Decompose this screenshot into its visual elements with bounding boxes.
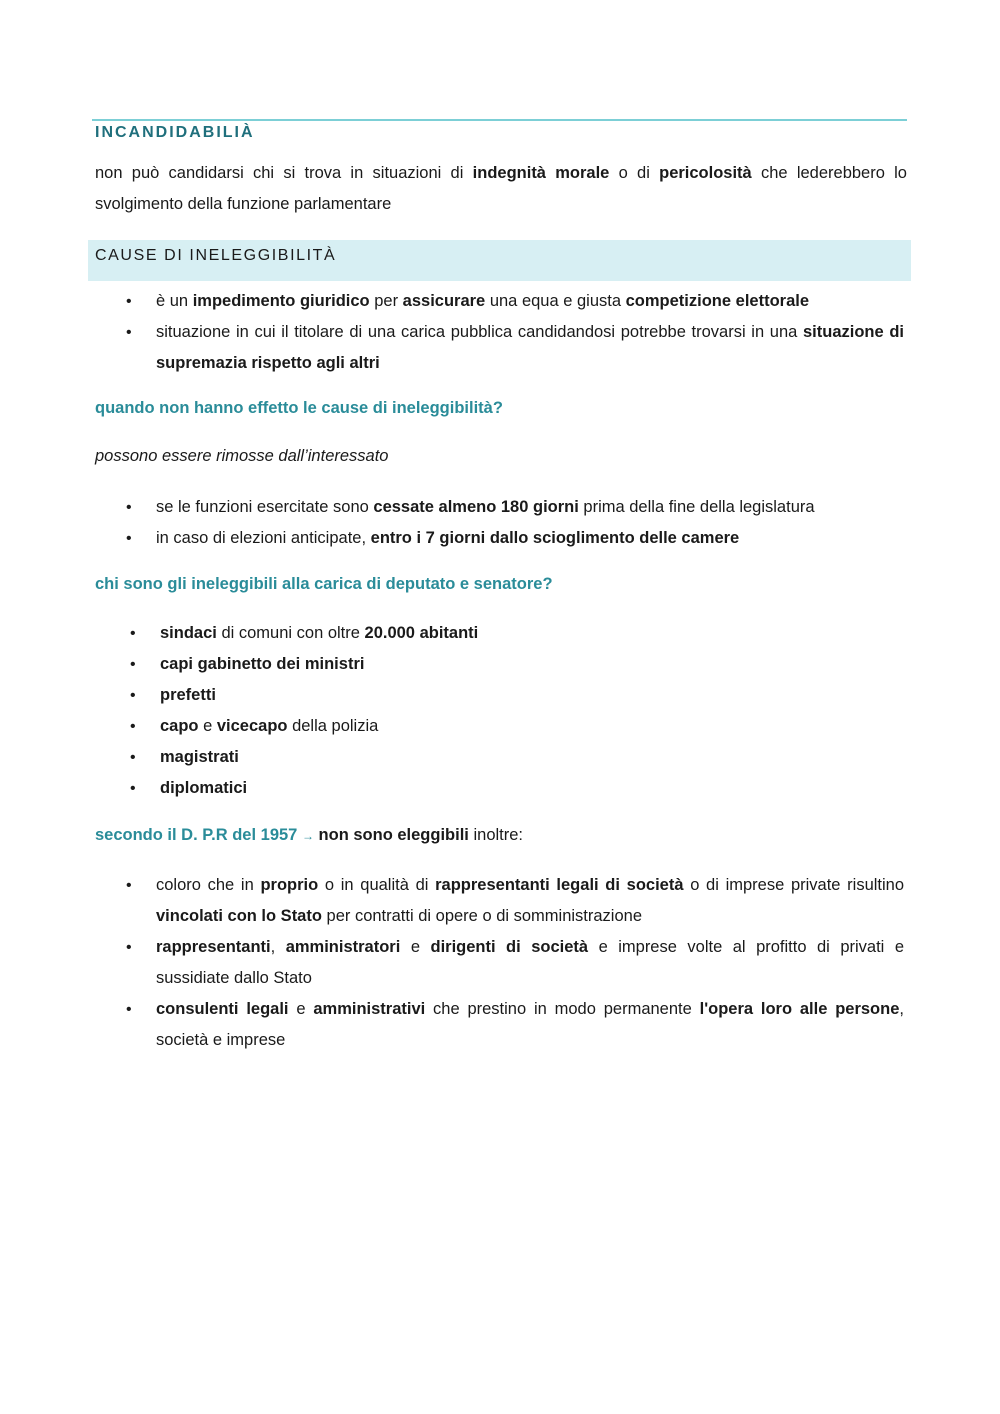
- section-top-rule: [92, 119, 907, 121]
- bold-text: l'opera loro alle persone: [699, 1000, 900, 1018]
- dpr-tail: inoltre:: [468, 826, 523, 844]
- bullet-icon: •: [126, 499, 132, 516]
- list-item: [130, 618, 860, 649]
- list-item: [130, 711, 860, 742]
- bold-text: entro i 7 giorni dallo scioglimento delle camere: [370, 529, 740, 547]
- list-item: [130, 680, 860, 711]
- ineleggibili-bullet-list: [130, 618, 860, 804]
- intro-paragraph: [95, 158, 907, 220]
- bold-text: amministrativi: [313, 1000, 426, 1018]
- bullet-icon: •: [130, 749, 136, 766]
- list-item: [126, 994, 904, 1056]
- text-run: ,: [270, 938, 286, 956]
- bold-text: sindaci: [160, 624, 217, 642]
- list-item: [126, 286, 904, 317]
- text-run: o di: [609, 164, 660, 182]
- bold-text: prefetti: [160, 686, 216, 704]
- bullet-icon: •: [130, 718, 136, 735]
- text-run: situazione in cui il titolare di una carica pubblica candidandosi potrebbe trovarsi in una: [156, 323, 803, 341]
- text-run: è un: [156, 292, 193, 310]
- text-run: o di imprese private risultino: [683, 876, 905, 894]
- text-run: che prestino in modo permanente: [425, 1000, 700, 1018]
- bold-text: pericolosità: [659, 164, 752, 182]
- bold-text: diplomatici: [160, 779, 248, 797]
- text-run: coloro che in: [156, 876, 261, 894]
- text-run: una equa e giusta: [485, 292, 626, 310]
- bullet-icon: •: [130, 780, 136, 797]
- list-item: [126, 317, 904, 379]
- bold-text: rappresentanti legali di società: [435, 876, 684, 894]
- text-run: di comuni con oltre: [216, 624, 365, 642]
- dpr-bold: non sono eleggibili: [318, 826, 469, 844]
- bold-text: capi gabinetto dei ministri: [160, 655, 365, 673]
- bold-text: consulenti legali: [156, 1000, 289, 1018]
- text-run: non può candidarsi chi si trova in situazioni di: [95, 164, 473, 182]
- list-item: [126, 932, 904, 994]
- dpr-lead: secondo il D. P.R del 1957: [95, 826, 298, 844]
- question-heading-ineleggibili: chi sono gli ineleggibili alla carica di deputato e senatore?: [95, 575, 553, 593]
- bold-text: amministratori: [285, 938, 401, 956]
- list-item: [126, 492, 916, 523]
- list-item: [130, 773, 860, 804]
- section-title-incandidabilita: INCANDIDABILIÀ: [95, 124, 255, 141]
- bullet-icon: •: [126, 293, 132, 310]
- cause-bullet-list: [126, 286, 904, 379]
- text-run: o in qualità di: [318, 876, 436, 894]
- text-run: della polizia: [287, 717, 379, 735]
- text-run: che lederebbero lo svolgimento della funzione parlamentare: [95, 164, 907, 213]
- bold-text: dirigenti di società: [430, 938, 589, 956]
- bold-text: rappresentanti: [156, 938, 271, 956]
- bullet-icon: •: [130, 656, 136, 673]
- text-run: prima della fine della legislatura: [578, 498, 815, 516]
- bullet-icon: •: [126, 877, 132, 894]
- bullet-icon: •: [126, 324, 132, 341]
- text-run: e: [198, 717, 217, 735]
- bullet-icon: •: [130, 687, 136, 704]
- bold-text: competizione elettorale: [625, 292, 810, 310]
- bold-text: 20.000 abitanti: [364, 624, 479, 642]
- arrow-right-icon: →: [301, 829, 314, 843]
- dpr-bullet-list: [126, 870, 905, 1056]
- list-item: [130, 742, 860, 773]
- list-item: [130, 649, 860, 680]
- section-title-cause-ineleggibilita: CAUSE DI INELEGGIBILITÀ: [95, 247, 337, 264]
- list-item: [126, 870, 905, 932]
- bold-text: proprio: [260, 876, 319, 894]
- bold-text: vicecapo: [216, 717, 288, 735]
- rimozione-bullet-list: [126, 492, 916, 554]
- text-run: in caso di elezioni anticipate,: [156, 529, 371, 547]
- bold-text: indegnità morale: [472, 164, 610, 182]
- bullet-icon: •: [126, 1001, 132, 1018]
- bold-text: assicurare: [402, 292, 486, 310]
- text-run: , società e imprese: [156, 1000, 904, 1049]
- dpr-heading: [95, 826, 523, 845]
- bold-text: magistrati: [160, 748, 239, 766]
- bold-text: capo: [160, 717, 199, 735]
- text-run: e: [288, 1000, 314, 1018]
- text-run: e: [400, 938, 431, 956]
- bullet-icon: •: [130, 625, 136, 642]
- subtitle-rimosse: possono essere rimosse dall’interessato: [95, 447, 389, 465]
- text-run: per: [369, 292, 403, 310]
- bullet-icon: •: [126, 939, 132, 956]
- bullet-icon: •: [126, 530, 132, 547]
- text-run: e imprese volte al profitto di privati e sussidiate dallo Stato: [156, 938, 904, 987]
- bold-text: vincolati con lo Stato: [156, 907, 322, 925]
- text-run: se le funzioni esercitate sono: [156, 498, 374, 516]
- bold-text: cessate almeno 180 giorni: [373, 498, 579, 516]
- bold-text: impedimento giuridico: [192, 292, 370, 310]
- question-heading-effetto: quando non hanno effetto le cause di ineleggibilità?: [95, 399, 503, 417]
- list-item: [126, 523, 916, 554]
- bold-text: situazione di supremazia rispetto agli altri: [156, 323, 904, 372]
- text-run: per contratti di opere o di somministrazione: [321, 907, 643, 925]
